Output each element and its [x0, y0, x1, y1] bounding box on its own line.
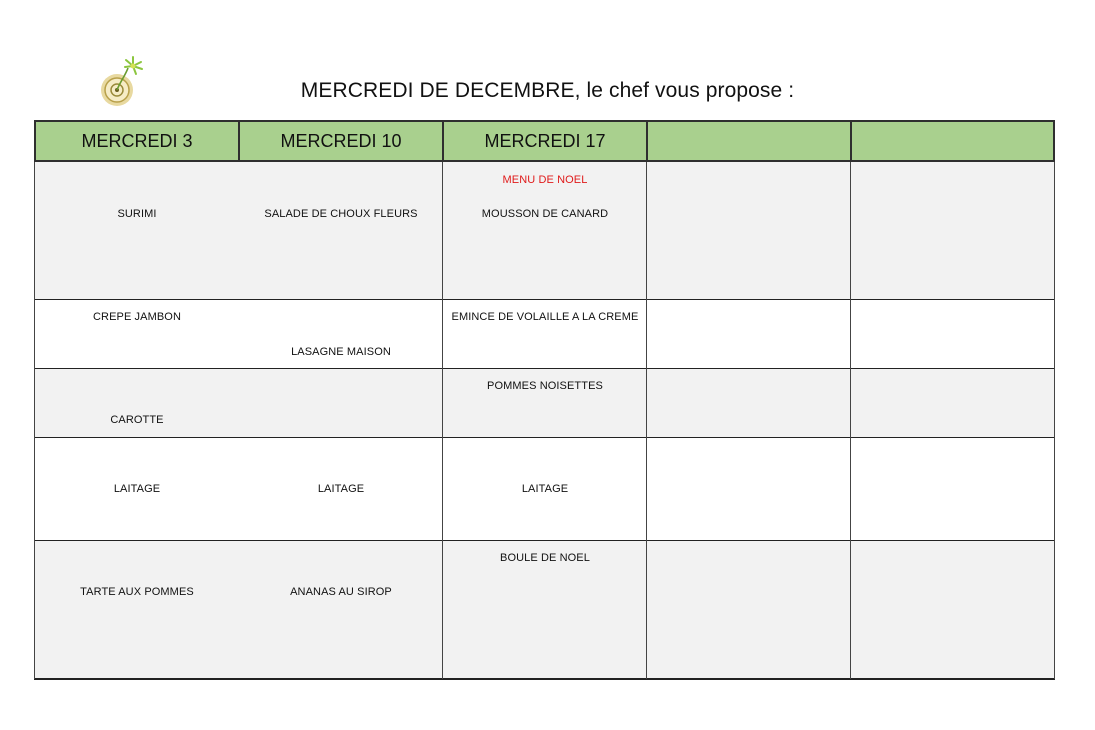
divider [646, 162, 647, 679]
cell-dessert-mercredi-3: TARTE AUX POMMES [80, 586, 194, 598]
cell-dairy-mercredi-3: LAITAGE [113, 483, 161, 495]
header-empty-5 [850, 120, 1055, 162]
header-empty-4 [646, 120, 852, 162]
divider [34, 678, 1055, 680]
cell-note-mercredi-17: MENU DE NOEL [502, 174, 588, 186]
cell-starter-mercredi-3: SURIMI [117, 208, 157, 220]
cell-dairy-mercredi-17: LAITAGE [521, 483, 569, 495]
cell-dessert-mercredi-10: ANANAS AU SIROP [290, 586, 392, 598]
header-mercredi-10: MERCREDI 10 [238, 120, 444, 162]
cell-starter-mercredi-10: SALADE DE CHOUX FLEURS [264, 208, 418, 220]
cell-main-mercredi-17: EMINCE DE VOLAILLE A LA CREME [451, 311, 639, 323]
cell-side-mercredi-3: CAROTTE [110, 414, 164, 426]
divider [442, 162, 443, 679]
header-mercredi-17: MERCREDI 17 [442, 120, 648, 162]
page-title: MERCREDI DE DECEMBRE, le chef vous propose : [300, 79, 795, 102]
cell-starter-mercredi-17: MOUSSON DE CANARD [481, 208, 609, 220]
divider [34, 437, 1055, 438]
divider [850, 162, 851, 679]
cell-main-mercredi-10: LASAGNE MAISON [291, 346, 391, 358]
menu-table [34, 120, 1055, 679]
header-mercredi-3: MERCREDI 3 [34, 120, 240, 162]
divider [1054, 162, 1055, 679]
divider [34, 368, 1055, 369]
row-side-bg [34, 368, 1055, 437]
cell-dessert-mercredi-17: BOULE DE NOEL [500, 552, 590, 564]
row-main-bg [34, 299, 1055, 368]
cell-side-mercredi-17: POMMES NOISETTES [487, 380, 603, 392]
divider [34, 299, 1055, 300]
cell-dairy-mercredi-10: LAITAGE [317, 483, 365, 495]
divider [34, 540, 1055, 541]
cell-main-mercredi-3: CREPE JAMBON [93, 311, 181, 323]
